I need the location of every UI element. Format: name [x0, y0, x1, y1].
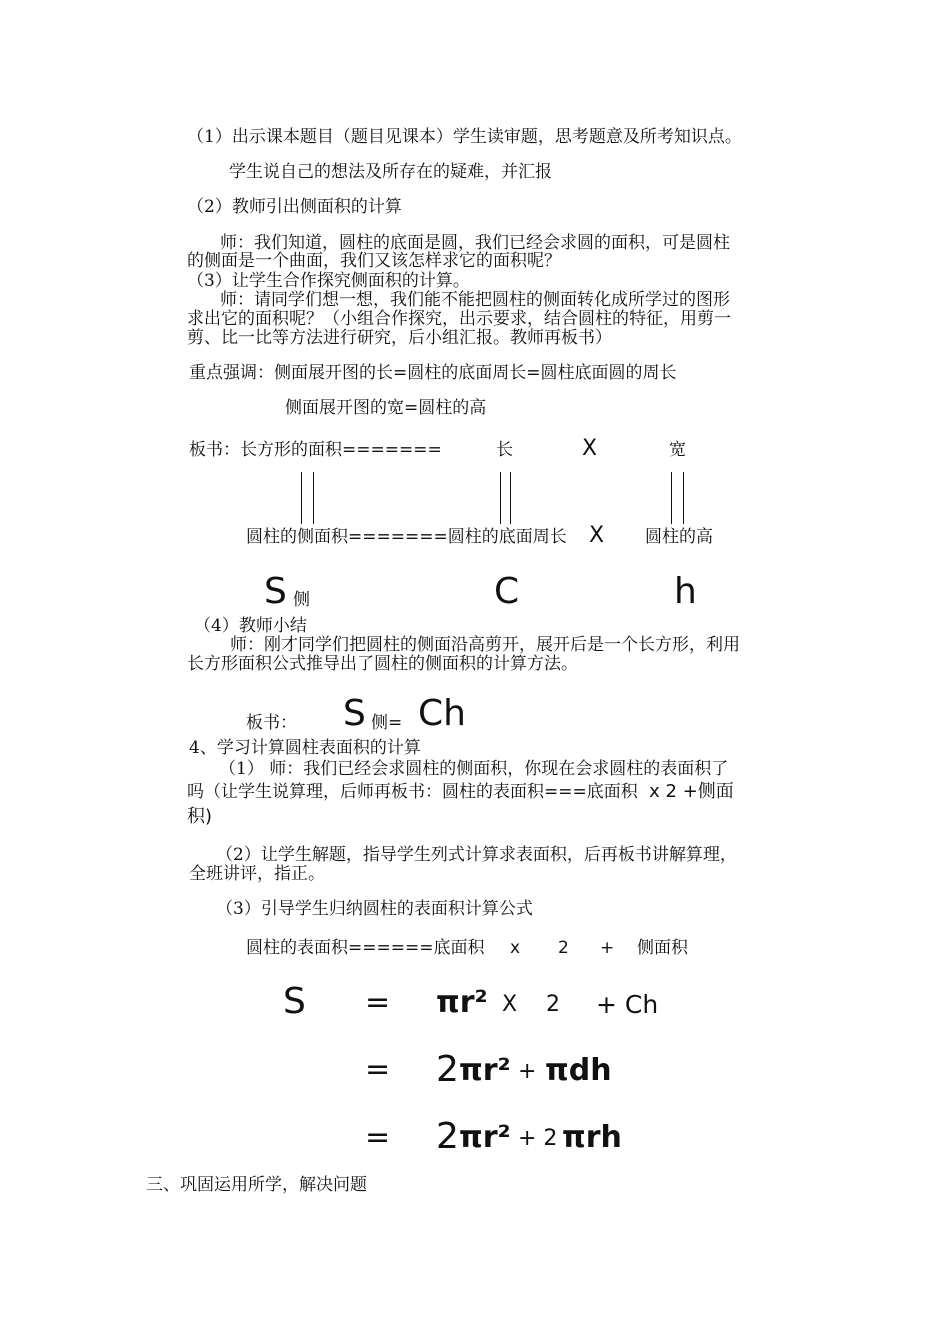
connector-line: [510, 472, 511, 524]
board-label: 板书：: [246, 713, 297, 733]
term-two: 2: [546, 992, 560, 1017]
section-4-p1-line-3: 积): [187, 806, 213, 827]
connector-line: [671, 472, 672, 524]
board-times-2: X: [589, 523, 605, 548]
section-3-title: 三、巩固运用所学，解决问题: [146, 1175, 367, 1195]
paragraph-teacher-2-line-2: 求出它的面积呢？（小组合作探究，出示要求，结合圆柱的特征，用剪一: [187, 309, 731, 329]
term-pi-r-squared-3: πr²: [459, 1120, 511, 1155]
board-times-1: X: [582, 436, 598, 461]
plus-2: +: [518, 1059, 537, 1084]
formula-ch: Ch: [418, 693, 466, 734]
summary-title: （4）教师小结: [194, 616, 307, 636]
paragraph-step-2: （2）教师引出侧面积的计算: [187, 197, 402, 217]
equals-3: =: [365, 1120, 391, 1155]
connector-line: [313, 472, 314, 524]
board-length: 长: [496, 440, 513, 460]
coef-two: 2: [436, 1049, 459, 1090]
words-times: x: [510, 938, 521, 958]
term-pi-r-squared: πr²: [436, 985, 488, 1020]
symbol-side-subscript: 侧: [293, 590, 310, 610]
key-point-emphasis: 重点强调：侧面展开图的长=圆柱的底面周长=圆柱底面圆的周长: [189, 363, 677, 383]
section-4-p1-text: 吗（让学生说算理，后师再板书：圆柱的表面积===底面积: [187, 782, 638, 802]
section-4-p1-line-2: [187, 782, 734, 802]
section-4-p3: （3）引导学生归纳圆柱的表面积计算公式: [216, 899, 533, 919]
words-two: 2: [558, 938, 569, 958]
section-4-p1-line-1: （1） 师：我们已经会求圆柱的侧面积，你现在会求圆柱的表面积了: [219, 759, 729, 779]
connector-line: [683, 472, 684, 524]
connector-line: [500, 472, 501, 524]
paragraph-teacher-2-line-3: 剪、比一比等方法进行研究，后小组汇报。教师再板书）: [187, 328, 612, 348]
paragraph-teacher-line-2: 的侧面是一个曲面，我们又该怎样求它的面积呢？: [187, 251, 561, 271]
term-pi-r-squared-2: πr²: [459, 1053, 511, 1088]
board-width: 宽: [669, 440, 686, 460]
surface-area-words: 圆柱的表面积======底面积: [246, 938, 485, 958]
section-4-title: 4、学习计算圆柱表面积的计算: [189, 738, 421, 758]
symbol-h: h: [674, 571, 697, 612]
term-times: X: [502, 992, 518, 1017]
connector-line: [301, 472, 302, 524]
words-plus: +: [600, 938, 615, 958]
formula-side-equals: 侧=: [371, 713, 403, 733]
term-pi-d-h: πdh: [545, 1053, 612, 1088]
section-4-p2-line-2: 全班讲评，指正。: [189, 864, 325, 884]
board-cylinder-height: 圆柱的高: [645, 527, 713, 547]
symbol-s: S: [264, 571, 287, 612]
summary-line-2: 长方形面积公式推导出了圆柱的侧面积的计算方法。: [187, 654, 578, 674]
board-rectangle-area: 板书：长方形的面积=======: [189, 440, 442, 460]
plus-two: + 2: [518, 1126, 558, 1151]
paragraph-teacher-line-1: 师：我们知道，圆柱的底面是圆，我们已经会求圆的面积，可是圆柱: [220, 233, 730, 253]
section-4-p1-formula: x 2 +侧面: [649, 781, 734, 802]
paragraph-student-report: 学生说自己的想法及所存在的疑难，并汇报: [229, 162, 552, 182]
equals-1: =: [365, 985, 391, 1020]
term-plus-ch: + Ch: [596, 990, 659, 1019]
section-4-p2-line-1: （2）让学生解题，指导学生列式计算求表面积，后再板书讲解算理，: [216, 845, 737, 865]
big-formula-s: S: [283, 981, 306, 1022]
formula-s: S: [343, 693, 366, 734]
words-side-area: 侧面积: [637, 938, 688, 958]
summary-line-1: 师：刚才同学们把圆柱的侧面沿高剪开，展开后是一个长方形，利用: [230, 635, 740, 655]
paragraph-step-1: （1）出示课本题目（题目见课本）学生读审题，思考题意及所考知识点。: [187, 127, 742, 147]
equals-2: =: [365, 1052, 391, 1087]
paragraph-teacher-2-line-1: 师：请同学们想一想，我们能不能把圆柱的侧面转化成所学过的图形: [220, 290, 730, 310]
board-cylinder-side-area: 圆柱的侧面积=======圆柱的底面周长: [246, 527, 567, 547]
key-point-width: 侧面展开图的宽=圆柱的高: [285, 398, 487, 418]
coef-two-2: 2: [436, 1116, 459, 1157]
term-pi-r-h: πrh: [562, 1120, 622, 1155]
symbol-c: C: [494, 571, 520, 612]
paragraph-step-3: （3）让学生合作探究侧面积的计算。: [187, 271, 470, 291]
